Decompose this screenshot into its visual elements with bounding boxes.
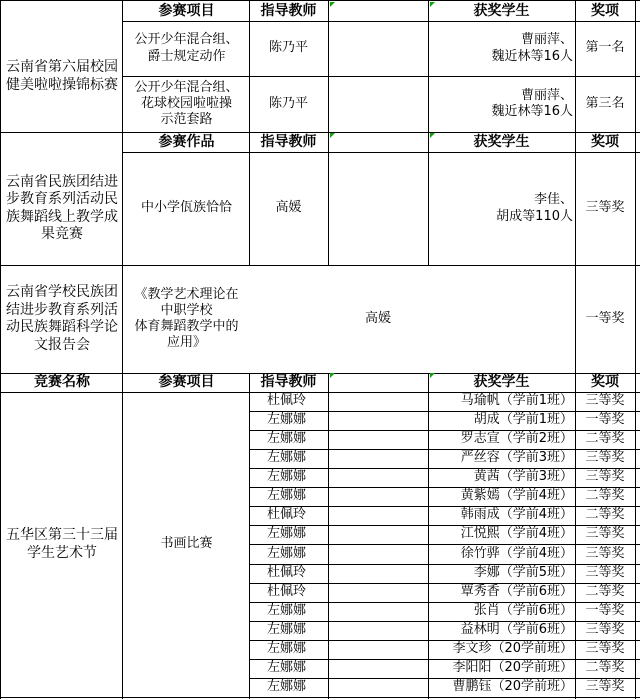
teacher-cell: 陈乃平 (268, 40, 308, 56)
competition-name: 云南省学校民族团结进步教育系列活动民族舞蹈科学论文报告会 (6, 284, 118, 353)
header-item: 参赛作品 (158, 133, 215, 150)
student-cell: 韩雨成（学前4班） (460, 507, 573, 523)
award-cell: 三等奖 (585, 641, 625, 657)
award-cell: 二等奖 (585, 584, 625, 600)
competition-name: 五华区第三十三届学生艺术节 (6, 527, 118, 561)
award-cell: 二等奖 (585, 488, 625, 504)
teacher-cell: 左娜娜 (267, 450, 307, 466)
student-cell: 严丝容（学前3班） (460, 450, 573, 466)
header-students: 获奖学生 (473, 133, 530, 150)
student-cell: 李文珍（20学前班） (452, 641, 573, 657)
student-cell: 益林明（学前6班） (460, 622, 573, 638)
student-cell: 曹鹏钰（20学前班） (452, 679, 573, 695)
header-award: 奖项 (591, 373, 619, 390)
award-cell: 三等奖 (585, 469, 625, 485)
student-cell: 罗志宣（学前2班） (460, 431, 573, 447)
award-cell: 一等奖 (585, 310, 625, 326)
award-cell: 三等奖 (585, 622, 625, 638)
header-award: 奖项 (591, 2, 619, 19)
award-cell: 二等奖 (585, 507, 625, 523)
teacher-cell: 杜佩玲 (267, 393, 307, 409)
item-cell: 公开少年混合组、 爵士规定动作 (134, 32, 239, 64)
student-cell: 江悦熙（学前4班） (460, 526, 573, 542)
award-cell: 第三名 (585, 95, 625, 111)
header-students: 获奖学生 (473, 2, 530, 19)
award-cell: 三等奖 (585, 393, 625, 409)
student-cell: 黄紫嫣（学前4班） (460, 488, 573, 504)
teacher-cell: 左娜娜 (267, 641, 307, 657)
award-cell: 第一名 (585, 40, 625, 56)
award-cell: 一等奖 (585, 412, 625, 428)
teacher-cell: 左娜娜 (267, 412, 307, 428)
item-cell: 公开少年混合组、 花球校园啦啦操 示范套路 (134, 79, 239, 128)
student-cell: 李娜（学前5班） (473, 565, 573, 581)
teacher-cell: 左娜娜 (267, 660, 307, 676)
header-teacher: 指导教师 (260, 2, 317, 19)
teacher-cell: 左娜娜 (267, 488, 307, 504)
header-teacher: 指导教师 (260, 133, 317, 150)
students-cell: 曹丽萍、 魏近林等16人 (491, 32, 573, 64)
header-students: 获奖学生 (473, 373, 530, 390)
teacher-cell: 左娜娜 (267, 603, 307, 619)
header-award: 奖项 (591, 133, 619, 150)
student-cell: 李阳阳（20学前班） (452, 660, 573, 676)
award-cell: 三等奖 (585, 545, 625, 561)
teacher-cell: 左娜娜 (267, 622, 307, 638)
award-cell: 三等奖 (585, 679, 625, 695)
student-cell: 黄茜（学前3班） (473, 469, 573, 485)
award-cell: 三等奖 (585, 450, 625, 466)
competition-name: 云南省第六届校园健美啦啦操锦标赛 (6, 59, 118, 93)
teacher-cell: 左娜娜 (267, 431, 307, 447)
header-teacher: 指导教师 (260, 373, 317, 390)
students-cell: 曹丽萍、 魏近林等16人 (491, 87, 573, 119)
award-cell: 一等奖 (585, 603, 625, 619)
student-cell: 张肖（学前6班） (473, 603, 573, 619)
teacher-cell: 杜佩玲 (267, 584, 307, 600)
header-item: 参赛项目 (158, 373, 215, 390)
header-item: 参赛项目 (158, 2, 215, 19)
award-cell: 二等奖 (585, 660, 625, 676)
teacher-cell: 高媛 (275, 200, 302, 216)
student-cell: 覃秀香（学前6班） (460, 584, 573, 600)
student-cell: 马瑜帆（学前1班） (460, 393, 573, 409)
award-cell: 三等奖 (585, 526, 625, 542)
teacher-cell: 杜佩玲 (267, 565, 307, 581)
header-competition: 竞赛名称 (34, 373, 90, 390)
item-cell: 中小学佤族恰恰 (140, 200, 232, 216)
student-cell: 胡成（学前1班） (473, 412, 573, 428)
competition-name: 云南省民族团结进步教育系列活动民族舞蹈线上教学成果竞赛 (6, 173, 118, 242)
award-cell: 二等奖 (585, 431, 625, 447)
item-cell: 《教学艺术理论在 中职学校 体育舞蹈教学中的 应用》 (134, 286, 239, 351)
student-cell: 徐竹骅（学前4班） (460, 545, 573, 561)
teacher-cell: 高媛 (364, 310, 391, 326)
award-cell: 三等奖 (585, 565, 625, 581)
teacher-cell: 左娜娜 (267, 679, 307, 695)
teacher-cell: 左娜娜 (267, 469, 307, 485)
teacher-cell: 陈乃平 (268, 95, 308, 111)
award-cell: 三等奖 (585, 200, 625, 216)
teacher-cell: 左娜娜 (267, 545, 307, 561)
item-cell: 书画比赛 (160, 536, 213, 552)
teacher-cell: 杜佩玲 (267, 507, 307, 523)
teacher-cell: 左娜娜 (267, 526, 307, 542)
students-cell: 李佳、 胡成等110人 (496, 192, 573, 224)
